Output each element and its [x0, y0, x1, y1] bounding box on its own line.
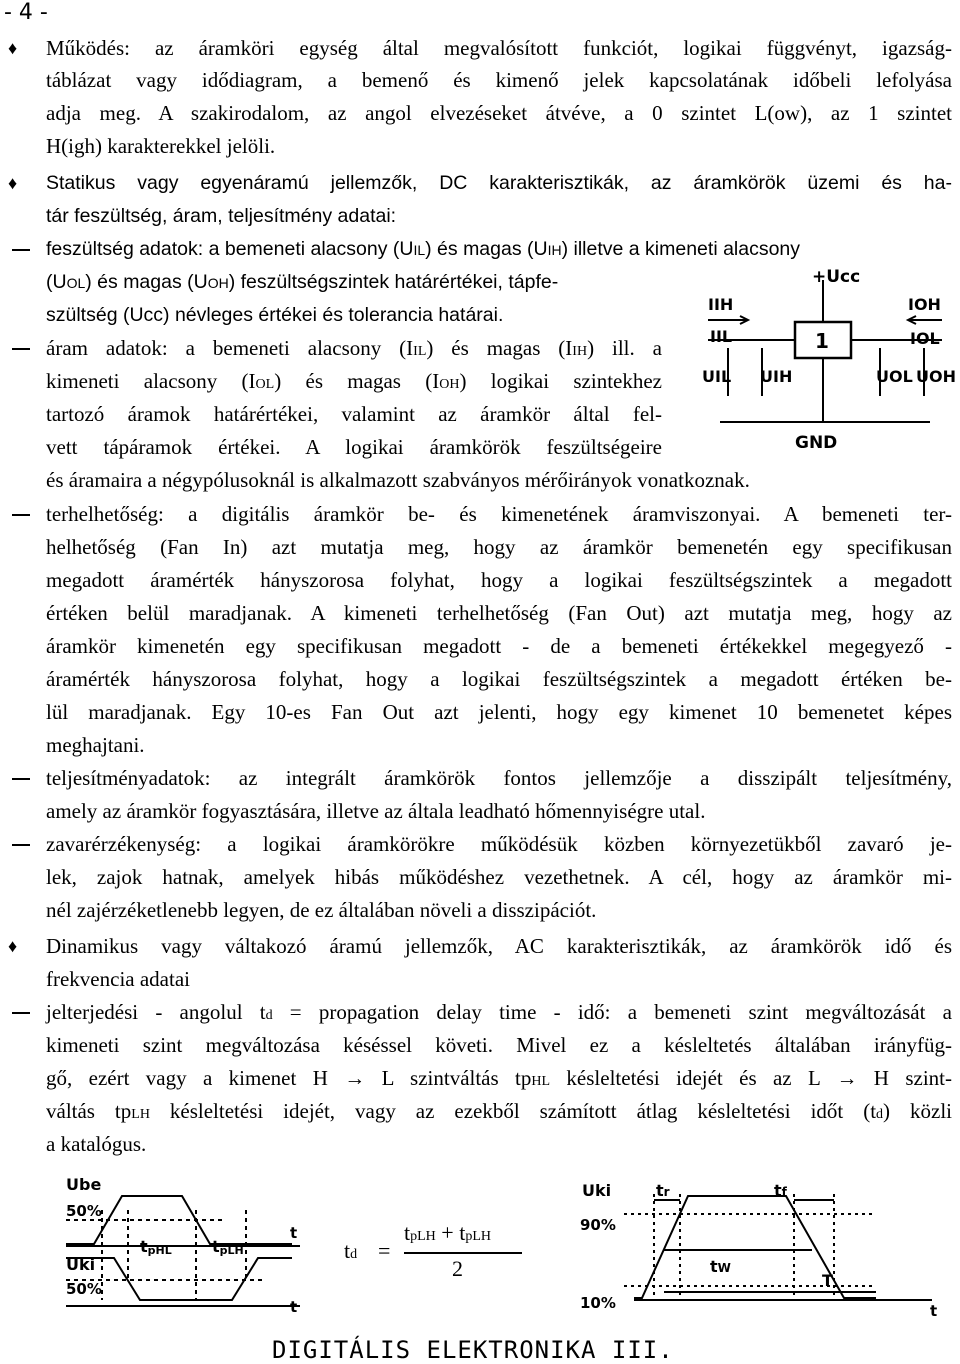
teljesitmeny-line1: teljesítményadatok: az integrált áramkörök fontos jellemzője a disszipált teljesítmény,	[46, 766, 952, 790]
timing-t-axis-top: t	[290, 1224, 298, 1242]
aram-line2: kimeneti alacsony (IOL) és magas (IOH) logikai szintekhez	[46, 369, 662, 393]
formula-numerator: tpLH + tpLH	[404, 1220, 492, 1245]
dash-bullet	[12, 1012, 30, 1014]
zavar-line1: zavarérzékenység: a logikai áramkörökre működésük közben környezetükből zavaró je-	[46, 832, 952, 856]
timing-t-axis-bottom: t	[290, 1298, 298, 1316]
formula-denominator: 2	[452, 1256, 463, 1281]
para-mukodes-line3: adja meg. A szakirodalom, az angol elvezéseket átvéve, a 0 szintet L(ow), az 1 szintet	[46, 101, 952, 125]
terhelhetoseg-line1: terhelhetőség: a digitális áramkör be- és kimenetének áramviszonyai. A bemeneti ter-	[46, 502, 952, 526]
zavar-line3: nél zajérzéketlenebb legyen, de ez általában növeli a disszipációt.	[46, 898, 597, 922]
dash-bullet	[12, 844, 30, 846]
jelterjedes-line2: kimeneti szint megváltozása késéssel követi. Mivel ez a késleltetés általában irányfüg-	[46, 1033, 952, 1057]
circuit-uil-label: UIL	[702, 367, 732, 386]
circuit-iil-label: IIL	[710, 327, 733, 346]
arrow-right-icon: →	[836, 1066, 858, 1090]
jelterjedes-line3: gő, ezért vagy a kimenet H → L szintváltás tpHL késleltetési idejét és az L → H szint-	[46, 1066, 953, 1090]
terhelhetoseg-line3: megadott áramérték hányszorosa folyhat, hogy a logikai feszültségszintek a megadott	[46, 568, 952, 592]
circuit-uoh-label: UOH	[916, 367, 956, 386]
diamond-bullet-icon: ♦	[8, 38, 18, 58]
circuit-iih-label: IIH	[708, 295, 734, 314]
dash-bullet	[12, 348, 30, 350]
para-mukodes-line4: H(igh) karakterekkel jelöli.	[46, 134, 276, 158]
para-mukodes-line2: táblázat vagy idődiagram, a bemenő és kimenő jelek kapcsolatának időbeli lefolyása	[46, 68, 952, 92]
timing-tphl-label: tpHL	[140, 1237, 172, 1257]
gate-circuit-diagram	[690, 262, 960, 458]
timing-50-label-bottom: 50%	[66, 1280, 102, 1298]
circuit-iol-label: IOL	[910, 329, 940, 348]
jelterjedes-line4: váltás tpLH késleltetési idejét, vagy az ezekből számított átlag késleltetési időt (td) közli	[46, 1099, 952, 1123]
dinamikus-line2: frekvencia adatai	[46, 967, 190, 991]
terhelhetoseg-line6: áramérték hányszorosa folyhat, hogy a logikai feszültségszintek a megadott értéken be-	[46, 667, 952, 691]
circuit-gate-label: 1	[815, 329, 829, 353]
pulse-t-axis: t	[930, 1302, 938, 1320]
dinamikus-line1: Dinamikus vagy váltakozó áramú jellemzők, AC karakterisztikák, az áramkörök idő és	[46, 934, 952, 958]
dash-bullet	[12, 778, 30, 780]
circuit-uol-label: UOL	[876, 367, 913, 386]
teljesitmeny-line2: amely az áramkör fogyasztására, illetve az általa leadható hőmennyiségre utal.	[46, 799, 706, 823]
circuit-ioh-label: IOH	[908, 295, 941, 314]
terhelhetoseg-line7: lül maradjanak. Egy 10-es Fan Out azt jelenti, hogy egy kimenet 10 bemenetet képes	[46, 700, 952, 724]
aram-line3: tartozó áramok határértékei, valamint az áramkör által fel-	[46, 402, 662, 426]
circuit-ucc-label: +Ucc	[812, 267, 861, 287]
timing-tplh-label: tpLH	[212, 1237, 244, 1257]
pulse-tw-label: tW	[710, 1257, 731, 1276]
jelterjedes-line1: jelterjedési - angolul td = propagation delay time - idő: a bemeneti szint megváltozását a	[46, 1000, 952, 1024]
dash-bullet	[12, 514, 30, 516]
zavar-line2: lek, zajok hatnak, amelyek hibás működéshez vezethetnek. A cél, hogy az áramkör mi-	[46, 865, 952, 889]
para-mukodes-line1: Működés: az áramköri egység által megvalósított funkciót, logikai függvényt, igazság-	[46, 36, 952, 60]
td-formula	[344, 1218, 524, 1298]
pulse-90-label: 90%	[580, 1216, 616, 1234]
page-footer: DIGITÁLIS ELEKTRONIKA III.	[272, 1336, 674, 1364]
dash-bullet	[12, 249, 30, 251]
pulse-rise-fall-diagram	[576, 1178, 946, 1318]
pulse-tf-label: tf	[774, 1181, 787, 1200]
feszultseg-line2: (UOL) és magas (UOH) feszültségszintek határértékei, tápfe-	[46, 271, 559, 293]
formula-fraction-bar	[404, 1252, 522, 1254]
pulse-10-label: 10%	[580, 1294, 616, 1312]
feszultseg-line1: feszültség adatok: a bemeneti alacsony (UIL) és magas (UIH) illetve a kimeneti alacsony	[46, 238, 801, 260]
page-number: - 4 -	[4, 0, 48, 25]
circuit-gnd-label: GND	[795, 433, 838, 453]
timing-uki-label: Uki	[66, 1255, 96, 1274]
formula-td: td	[344, 1238, 358, 1263]
terhelhetoseg-line4: értéken belül maradjanak. A kimeneti terhelhetőség (Fan Out) azt mutatja meg, hogy az	[46, 601, 952, 625]
pulse-uki-label: Uki	[582, 1181, 612, 1200]
aram-line5: és áramaira a négypólusoknál is alkalmazott szabványos mérőirányok vonatkoznak.	[46, 468, 750, 492]
aram-line1: áram adatok: a bemeneti alacsony (IIL) és magas (IIH) ill. a	[46, 336, 662, 360]
circuit-uih-label: UIH	[760, 367, 793, 386]
feszultseg-line3: szültség (Ucc) névleges értékei és tolerancia határai.	[46, 304, 504, 326]
propagation-timing-diagram	[62, 1170, 312, 1320]
terhelhetoseg-line8: meghajtani.	[46, 733, 145, 757]
diamond-bullet-icon: ♦	[8, 173, 18, 193]
aram-line4: vett tápáramok értékei. A logikai áramkörök feszültségeire	[46, 435, 662, 459]
timing-ube-label: Ube	[66, 1175, 102, 1194]
terhelhetoseg-line5: áramkör kimenetén egy specifikusan megadott - de a bemeneti értékekkel megegyező -	[46, 634, 952, 658]
diamond-bullet-icon: ♦	[8, 936, 18, 956]
terhelhetoseg-line2: helhetőség (Fan In) azt mutatja meg, hogy az áramkör bemenetén egy specifikusan	[46, 535, 952, 559]
para-statikus-line2: tár feszültség, áram, teljesítmény adatai:	[46, 205, 397, 227]
arrow-right-icon: →	[344, 1066, 366, 1090]
formula-equals: =	[378, 1238, 391, 1263]
pulse-period-label: T	[822, 1271, 833, 1290]
jelterjedes-line5: a katalógus.	[46, 1132, 147, 1156]
pulse-tr-label: tr	[656, 1181, 670, 1200]
timing-50-label-top: 50%	[66, 1202, 102, 1220]
para-statikus-line1: Statikus vagy egyenáramú jellemzők, DC karakterisztikák, az áramkörök üzemi és ha-	[46, 172, 952, 194]
